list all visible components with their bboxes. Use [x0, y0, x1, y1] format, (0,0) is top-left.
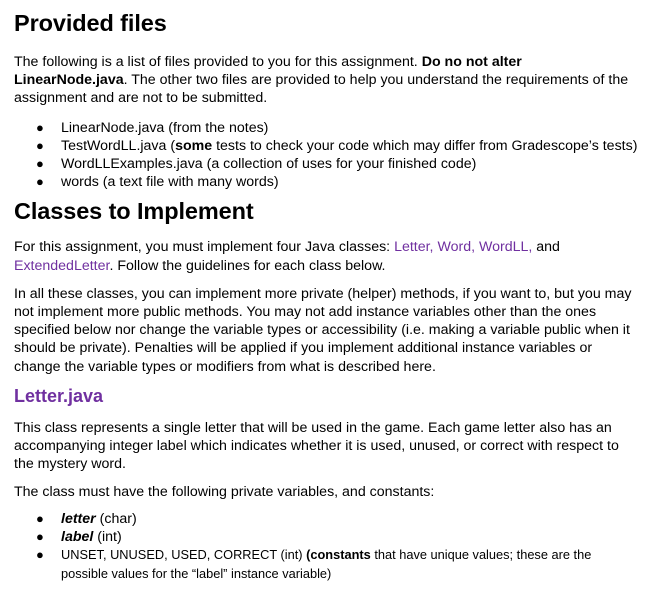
list-item-label-var: ● label (int) [36, 528, 122, 545]
bullet-icon: ● [36, 174, 44, 190]
classes-rules: In all these classes, you can implement more private (helper) methods, if you want to, but you may not implement more public methods. You may not add instance variables other than the ones specified below nor change the variable types or accessibility (i.e. making a variable public when it should be private). Penalties will be applied if you implement additional instance variables or change the variable types or modifiers from what is described here. [14, 285, 632, 375]
class-names: Letter, Word, WordLL, [394, 239, 533, 256]
list-item-testwordll: ● TestWordLL.java (some tests to check your code which may differ from Gradescope’s tests) [36, 137, 638, 154]
list-item-linearnode: ● LinearNode.java (from the notes) [36, 119, 269, 136]
bullet-icon: ● [36, 119, 44, 135]
list-item-letter-var: ● letter (char) [36, 510, 137, 527]
constants-list [14, 546, 639, 583]
provided-files-heading: Provided files [14, 10, 167, 36]
document-page [14, 6, 639, 583]
private-variables-intro: The class must have the following private variables, and constants: [14, 484, 435, 501]
list-item-wordllexamples: ● WordLLExamples.java (a collection of uses for your finished code) [36, 156, 477, 173]
do-not-alter-warning: Do no not alter LinearNode.java [14, 54, 522, 89]
letter-description: This class represents a single letter that will be used in the game. Each game letter also has an accompanying integer label which indicates whether it is used, unused, or correct with respect to the mystery word. [14, 419, 619, 473]
list-item-constants: ● UNSET, UNUSED, USED, CORRECT (int) (constants that have unique values; these are the possible values for the “label” instance variable) [36, 547, 592, 581]
provided-files-intro [14, 53, 639, 108]
classes-intro: For this assignment, you must implement four Java classes: Letter, Word, WordLL, and ExtendedLetter. Follow the guidelines for each class below. [14, 239, 560, 274]
intro-text: The following is a list of files provided to you for this assignment. [14, 54, 422, 70]
intro-rest: . The other two files are provided to help you understand the requirements of the assignment and are not to be submitted. [14, 72, 629, 107]
list-item-words: ● words (a text file with many words) [36, 174, 279, 191]
bullet-icon: ● [36, 528, 44, 544]
provided-files-list [14, 119, 639, 192]
classes-heading: Classes to Implement [14, 198, 254, 225]
bullet-icon: ● [36, 547, 44, 563]
bullet-icon: ● [36, 510, 44, 526]
bullet-icon: ● [36, 156, 44, 172]
letter-java-heading: Letter.java [14, 385, 104, 406]
extended-letter-name: ExtendedLetter [14, 257, 110, 274]
private-variables-list [14, 510, 639, 546]
bullet-icon: ● [36, 137, 44, 153]
